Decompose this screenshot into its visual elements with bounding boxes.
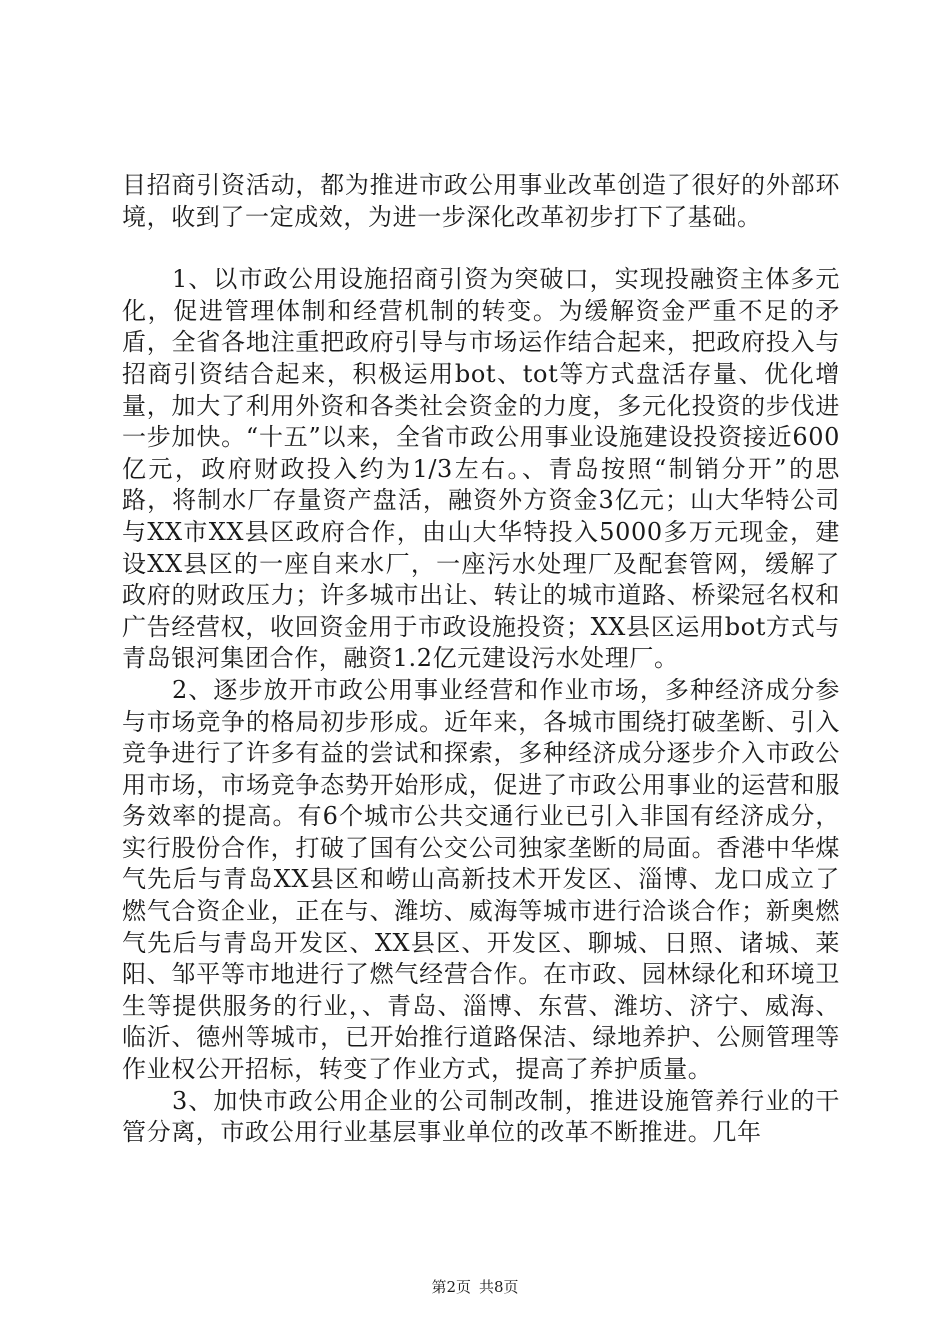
page-number: 第2页 (431, 1278, 471, 1296)
document-body (122, 170, 840, 1149)
page-total: 共8页 (479, 1278, 519, 1296)
page-footer (0, 1277, 950, 1297)
paragraph-item-2: 2、逐步放开市政公用事业经营和作业市场，多种经济成分参与市场竞争的格局初步形成。近年来，各城市围绕打破垄断、引入竞争进行了许多有益的尝试和探索，多种经济成分逐步介入市政公用市场，市场竞争态势开始形成，促进了市政公用事业的运营和服务效率的提高。有6个城市公共交通行业已引入非国有经济成分，实行股份合作，打破了国有公交公司独家垄断的局面。香港中华煤气先后与青岛XX县区和崂山高新技术开发区、淄博、龙口成立了燃气合资企业，正在与、潍坊、威海等城市进行洽谈合作；新奥燃气先后与青岛开发区、XX县区、开发区、聊城、日照、诸城、莱阳、邹平等市地进行了燃气经营合作。在市政、园林绿化和环境卫生等提供服务的行业，、青岛、淄博、东营、潍坊、济宁、威海、临沂、德州等城市，已开始推行道路保洁、绿地养护、公厕管理等作业权公开招标，转变了作业方式，提高了养护质量。 (122, 675, 840, 1084)
paragraph-item-1: 1、以市政公用设施招商引资为突破口，实现投融资主体多元化，促进管理体制和经营机制的转变。为缓解资金严重不足的矛盾，全省各地注重把政府引导与市场运作结合起来，把政府投入与招商引资结合起来，积极运用bot、tot等方式盘活存量、优化增量，加大了利用外资和各类社会资金的力度，多元化投资的步伐进一步加快。“十五”以来，全省市政公用事业设施建设投资接近600亿元，政府财政投入约为1/3左右。、青岛按照“制销分开”的思路，将制水厂存量资产盘活，融资外方资金3亿元；山大华特公司与XX市XX县区政府合作，由山大华特投入5000多万元现金，建设XX县区的一座自来水厂，一座污水处理厂及配套管网，缓解了政府的财政压力；许多城市出让、转让的城市道路、桥梁冠名权和广告经营权，收回资金用于市政设施投资；XX县区运用bot方式与青岛银河集团合作，融资1.2亿元建设污水处理厂。 (122, 265, 840, 673)
paragraph-item-3: 3、加快市政公用企业的公司制改制，推进设施管养行业的干管分离，市政公用行业基层事业单位的改革不断推进。几年 (122, 1086, 840, 1147)
paragraph-intro-continuation: 目招商引资活动，都为推进市政公用事业改革创造了很好的外部环境，收到了一定成效，为进一步深化改革初步打下了基础。 (122, 171, 840, 231)
